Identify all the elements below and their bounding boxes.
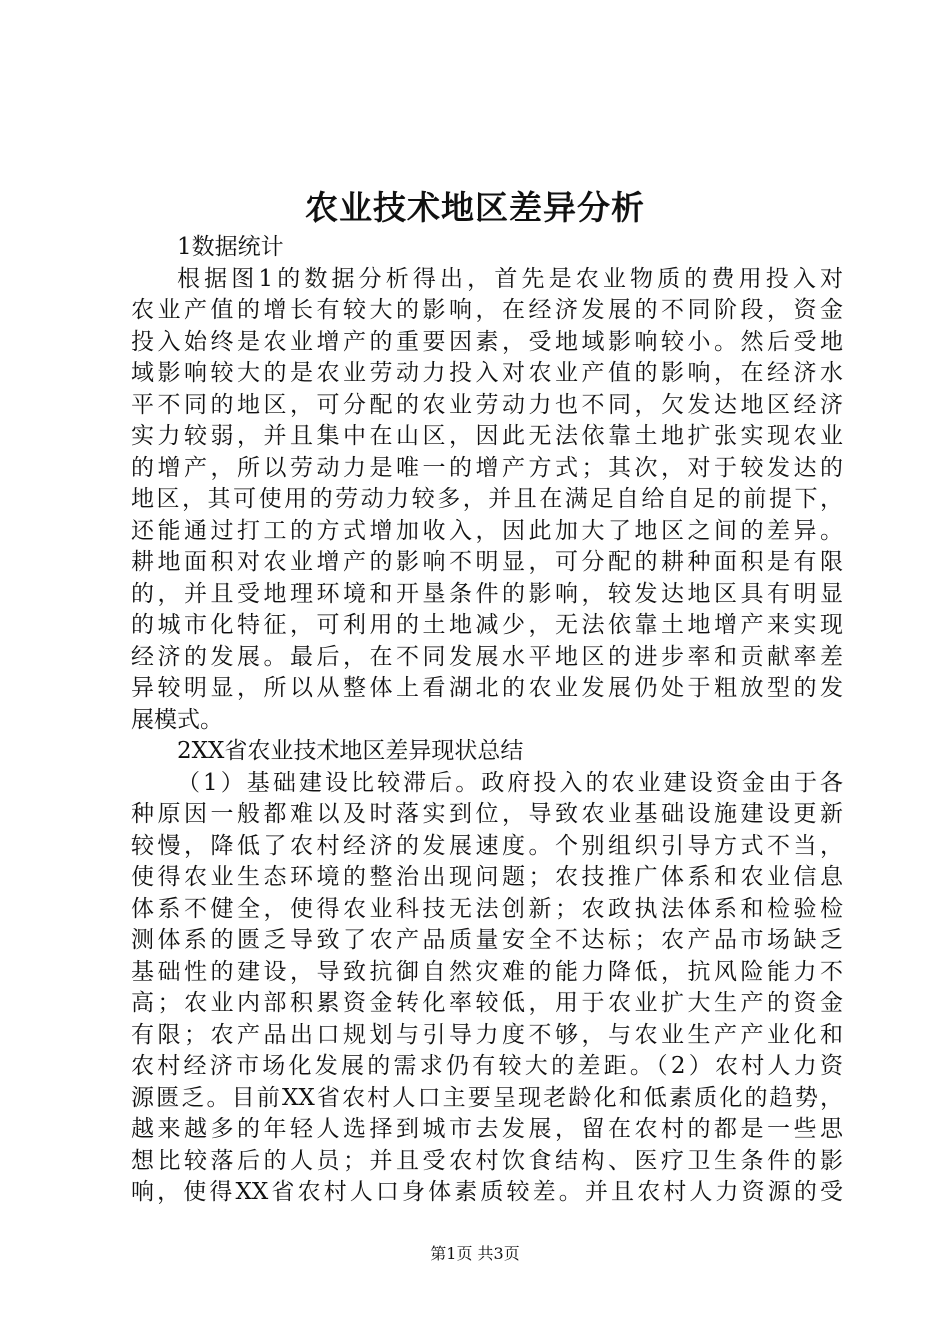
text-line: 使得农业生态环境的整治出现问题；农技推广体系和农业信息 — [131, 864, 843, 890]
text-line: 农业产值的增长有较大的影响，在经济发展的不同阶段，资金 — [131, 297, 843, 323]
text-line: 较慢，降低了农村经济的发展速度。个别组织引导方式不当， — [131, 832, 843, 859]
text-line: 根据图1的数据分析得出，首先是农业物质的费用投入对 — [177, 265, 843, 292]
text-line: 想比较落后的人员；并且受农村饮食结构、医疗卫生条件的影 — [131, 1147, 843, 1174]
text-line: （1）基础建设比较滞后。政府投入的农业建设资金由于各 — [177, 769, 843, 796]
text-line: 的增产，所以劳动力是唯一的增产方式；其次，对于较发达的 — [131, 454, 843, 481]
text-line: 异较明显，所以从整体上看湖北的农业发展仍处于粗放型的发 — [131, 675, 843, 701]
section-heading: 2XX省农业技术地区差异现状总结 — [177, 738, 524, 764]
text-line: 经济的发展。最后，在不同发展水平地区的进步率和贡献率差 — [131, 643, 843, 670]
text-line: 越来越多的年轻人选择到城市去发展，留在农村的都是一些思 — [131, 1116, 843, 1142]
text-line: 投入始终是农业增产的重要因素，受地域影响较小。然后受地 — [131, 328, 843, 355]
text-line: 体系不健全，使得农业科技无法创新；农政执法体系和检验检 — [131, 895, 843, 922]
document-title: 农业技术地区差异分析 — [305, 188, 645, 227]
text-line: 源匮乏。目前XX省农村人口主要呈现老龄化和低素质化的趋势， — [131, 1084, 843, 1111]
page-footer: 第1页 共3页 — [430, 1244, 520, 1263]
text-line: 的城市化特征，可利用的土地减少，无法依靠土地增产来实现 — [131, 612, 843, 638]
text-line: 平不同的地区，可分配的农业劳动力也不同，欠发达地区经济 — [131, 391, 843, 418]
text-line: 实力较弱，并且集中在山区，因此无法依靠土地扩张实现农业 — [131, 423, 843, 449]
text-line: 种原因一般都难以及时落实到位，导致农业基础设施建设更新 — [131, 801, 843, 827]
text-line: 域影响较大的是农业劳动力投入对农业产值的影响，在经济水 — [131, 360, 843, 386]
text-line: 基础性的建设，导致抗御自然灾难的能力降低，抗风险能力不 — [131, 958, 843, 985]
text-line: 有限；农产品出口规划与引导力度不够，与农业生产产业化和 — [131, 1021, 843, 1048]
text-line: 的，并且受地理环境和开垦条件的影响，较发达地区具有明显 — [131, 580, 843, 607]
text-line: 高；农业内部积累资金转化率较低，用于农业扩大生产的资金 — [131, 990, 843, 1016]
document-body — [131, 232, 843, 1209]
text-line: 地区，其可使用的劳动力较多，并且在满足自给自足的前提下， — [131, 486, 843, 512]
text-line: 测体系的匮乏导致了农产品质量安全不达标；农产品市场缺乏 — [131, 927, 843, 953]
text-line: 响，使得XX省农村人口身体素质较差。并且农村人力资源的受 — [131, 1179, 843, 1205]
text-line: 还能通过打工的方式增加收入，因此加大了地区之间的差异。 — [131, 517, 843, 544]
section-heading: 1数据统计 — [177, 234, 284, 260]
text-line: 农村经济市场化发展的需求仍有较大的差距。（2）农村人力资 — [131, 1053, 843, 1079]
text-line: 耕地面积对农业增产的影响不明显，可分配的耕种面积是有限 — [131, 549, 843, 575]
text-line: 展模式。 — [131, 706, 223, 733]
